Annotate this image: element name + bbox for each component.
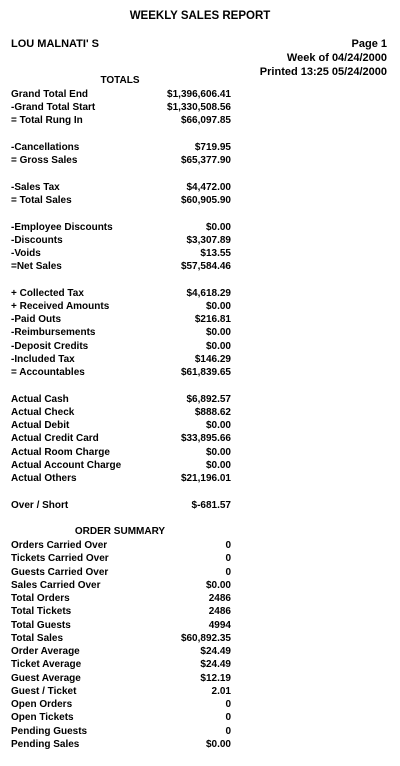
row-label: + Received Amounts xyxy=(11,301,110,312)
row-label: Total Sales xyxy=(11,633,64,644)
summary-row xyxy=(11,632,231,645)
row-label: Open Tickets xyxy=(11,712,74,723)
row-label: Tickets Carried Over xyxy=(11,553,109,564)
row-label: -Sales Tax xyxy=(11,182,60,193)
totals-row xyxy=(11,260,231,273)
row-value: 0 xyxy=(225,540,231,551)
row-value: $13.55 xyxy=(200,248,231,259)
row-label: Actual Debit xyxy=(11,420,70,431)
order-summary-section-title: ORDER SUMMARY xyxy=(74,526,166,537)
week-of: Week of 04/24/2000 xyxy=(286,52,387,64)
row-label: -Reimbursements xyxy=(11,327,96,338)
store-name: LOU MALNATI' S xyxy=(11,38,99,50)
totals-row xyxy=(11,114,231,127)
totals-row xyxy=(11,221,231,234)
row-value: $-681.57 xyxy=(191,500,231,511)
row-label: Actual Cash xyxy=(11,394,69,405)
row-value: $57,584.46 xyxy=(180,261,231,272)
row-value: $0.00 xyxy=(205,301,231,312)
row-label: Actual Room Charge xyxy=(11,447,110,458)
row-label: Over / Short xyxy=(11,500,69,511)
row-label: Guests Carried Over xyxy=(11,567,109,578)
totals-row xyxy=(11,326,231,339)
row-label: Open Orders xyxy=(11,699,73,710)
summary-row xyxy=(11,552,231,565)
row-value: 0 xyxy=(225,699,231,710)
row-value: $65,377.90 xyxy=(180,155,231,166)
totals-row xyxy=(11,181,231,194)
row-label: Ticket Average xyxy=(11,659,82,670)
page-number: Page 1 xyxy=(351,38,387,50)
row-value: $1,330,508.56 xyxy=(167,102,231,113)
row-value: $1,396,606.41 xyxy=(167,89,231,100)
row-value: 2.01 xyxy=(211,686,231,697)
row-value: $0.00 xyxy=(205,447,231,458)
totals-row xyxy=(11,406,231,419)
totals-row xyxy=(11,419,231,432)
row-value: 0 xyxy=(225,553,231,564)
row-label: Guest / Ticket xyxy=(11,686,77,697)
summary-row xyxy=(11,539,231,552)
row-label: -Deposit Credits xyxy=(11,341,89,352)
summary-row xyxy=(11,579,231,592)
row-label: = Total Rung In xyxy=(11,115,83,126)
totals-row xyxy=(11,340,231,353)
summary-row xyxy=(11,566,231,579)
row-value: $21,196.01 xyxy=(180,473,231,484)
row-value: $146.29 xyxy=(194,354,231,365)
totals-row xyxy=(11,472,231,485)
printed-timestamp: Printed 13:25 05/24/2000 xyxy=(259,66,387,78)
row-label: -Included Tax xyxy=(11,354,75,365)
row-label: Actual Others xyxy=(11,473,77,484)
row-value: 0 xyxy=(225,567,231,578)
row-label: Pending Guests xyxy=(11,726,88,737)
summary-row xyxy=(11,698,231,711)
row-label: -Paid Outs xyxy=(11,314,62,325)
row-label: -Voids xyxy=(11,248,41,259)
summary-row xyxy=(11,738,231,751)
totals-row xyxy=(11,88,231,101)
row-value: $216.81 xyxy=(194,314,231,325)
row-label: Actual Credit Card xyxy=(11,433,99,444)
row-label: Grand Total End xyxy=(11,89,89,100)
row-label: -Grand Total Start xyxy=(11,102,96,113)
row-value: $719.95 xyxy=(194,142,231,153)
row-value: $0.00 xyxy=(205,739,231,750)
report-title: WEEKLY SALES REPORT xyxy=(129,10,271,22)
totals-row xyxy=(11,154,231,167)
row-label: = Accountables xyxy=(11,367,85,378)
totals-row xyxy=(11,499,231,512)
row-value: $0.00 xyxy=(205,222,231,233)
row-value: $66,097.85 xyxy=(180,115,231,126)
summary-row xyxy=(11,672,231,685)
totals-section-title: TOTALS xyxy=(100,75,140,86)
row-label: Pending Sales xyxy=(11,739,80,750)
totals-row xyxy=(11,366,231,379)
row-value: $6,892.57 xyxy=(186,394,231,405)
row-value: $0.00 xyxy=(205,327,231,338)
totals-row xyxy=(11,287,231,300)
row-label: Total Tickets xyxy=(11,606,72,617)
row-label: + Collected Tax xyxy=(11,288,84,299)
summary-row xyxy=(11,658,231,671)
row-value: $4,618.29 xyxy=(186,288,231,299)
row-value: $60,905.90 xyxy=(180,195,231,206)
totals-row xyxy=(11,353,231,366)
row-label: -Cancellations xyxy=(11,142,80,153)
totals-row xyxy=(11,234,231,247)
row-label: = Gross Sales xyxy=(11,155,78,166)
row-value: 2486 xyxy=(208,593,231,604)
row-value: $0.00 xyxy=(205,580,231,591)
totals-row xyxy=(11,194,231,207)
row-label: Actual Check xyxy=(11,407,75,418)
row-value: $24.49 xyxy=(200,646,231,657)
totals-row xyxy=(11,141,231,154)
row-label: -Employee Discounts xyxy=(11,222,113,233)
row-label: -Discounts xyxy=(11,235,63,246)
summary-row xyxy=(11,592,231,605)
row-label: Total Orders xyxy=(11,593,70,604)
row-label: = Total Sales xyxy=(11,195,72,206)
row-value: $33,895.66 xyxy=(180,433,231,444)
row-value: $61,839.65 xyxy=(180,367,231,378)
row-label: Order Average xyxy=(11,646,80,657)
row-value: 2486 xyxy=(208,606,231,617)
row-value: 4994 xyxy=(208,620,231,631)
totals-row xyxy=(11,459,231,472)
row-label: =Net Sales xyxy=(11,261,62,272)
row-value: $0.00 xyxy=(205,341,231,352)
row-value: 0 xyxy=(225,726,231,737)
totals-row xyxy=(11,446,231,459)
row-value: $0.00 xyxy=(205,420,231,431)
totals-row xyxy=(11,432,231,445)
row-value: $24.49 xyxy=(200,659,231,670)
summary-row xyxy=(11,619,231,632)
row-value: $4,472.00 xyxy=(186,182,231,193)
summary-row xyxy=(11,725,231,738)
summary-row xyxy=(11,711,231,724)
totals-row xyxy=(11,247,231,260)
row-value: $888.62 xyxy=(194,407,231,418)
totals-row xyxy=(11,101,231,114)
row-label: Orders Carried Over xyxy=(11,540,108,551)
row-value: $0.00 xyxy=(205,460,231,471)
row-label: Guest Average xyxy=(11,673,81,684)
totals-row xyxy=(11,300,231,313)
row-value: $3,307.89 xyxy=(186,235,231,246)
summary-row xyxy=(11,605,231,618)
totals-row xyxy=(11,393,231,406)
row-value: $60,892.35 xyxy=(180,633,231,644)
summary-row xyxy=(11,645,231,658)
row-label: Actual Account Charge xyxy=(11,460,122,471)
summary-row xyxy=(11,685,231,698)
row-label: Total Guests xyxy=(11,620,71,631)
row-value: $12.19 xyxy=(200,673,231,684)
row-value: 0 xyxy=(225,712,231,723)
totals-row xyxy=(11,313,231,326)
row-label: Sales Carried Over xyxy=(11,580,101,591)
